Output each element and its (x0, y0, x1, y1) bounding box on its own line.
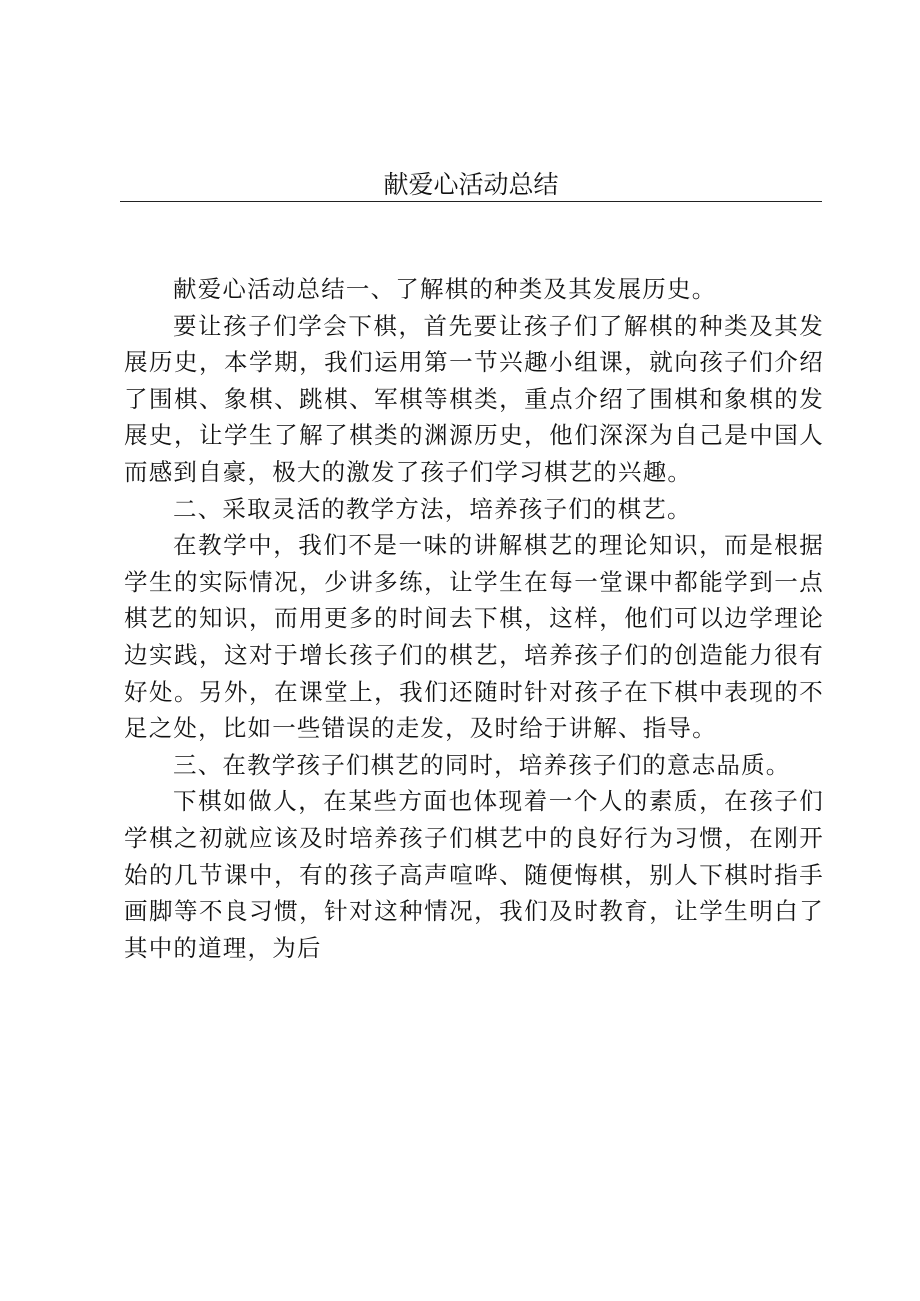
title-underline (120, 201, 822, 202)
document-title: 献爱心活动总结 (383, 170, 559, 199)
paragraph: 在教学中，我们不是一味的讲解棋艺的理论知识，而是根据学生的实际情况，少讲多练，让学生在每一堂课中都能学到一点棋艺的知识，而用更多的时间去下棋，这样，他们可以边学理论边实践，这对于增长孩子们的棋艺，培养孩子们的创造能力很有好处。另外，在课堂上，我们还随时针对孩子在下棋中表现的不足之处，比如一些错误的走发，及时给于讲解、指导。 (124, 531, 824, 743)
paragraph: 三、在教学孩子们棋艺的同时，培养孩子们的意志品质。 (173, 750, 791, 779)
paragraph: 要让孩子们学会下棋，首先要让孩子们了解棋的种类及其发展历史，本学期，我们运用第一节兴趣小组课，就向孩子们介绍了围棋、象棋、跳棋、军棋等棋类，重点介绍了围棋和象棋的发展史，让学生了解了棋类的渊源历史，他们深深为自己是中国人而感到自豪，极大的激发了孩子们学习棋艺的兴趣。 (124, 311, 824, 486)
paragraph: 二、采取灵活的教学方法，培养孩子们的棋艺。 (173, 494, 692, 523)
paragraph: 下棋如做人，在某些方面也体现着一个人的素质，在孩子们学棋之初就应该及时培养孩子们棋艺中的良好行为习惯，在刚开始的几节课中，有的孩子高声喧哗、随便悔棋，别人下棋时指手画脚等不良习惯，针对这种情况，我们及时教育，让学生明白了其中的道理，为后 (124, 787, 824, 962)
paragraph: 献爱心活动总结一、了解棋的种类及其发展历史。 (173, 275, 717, 303)
document-body (124, 271, 824, 966)
